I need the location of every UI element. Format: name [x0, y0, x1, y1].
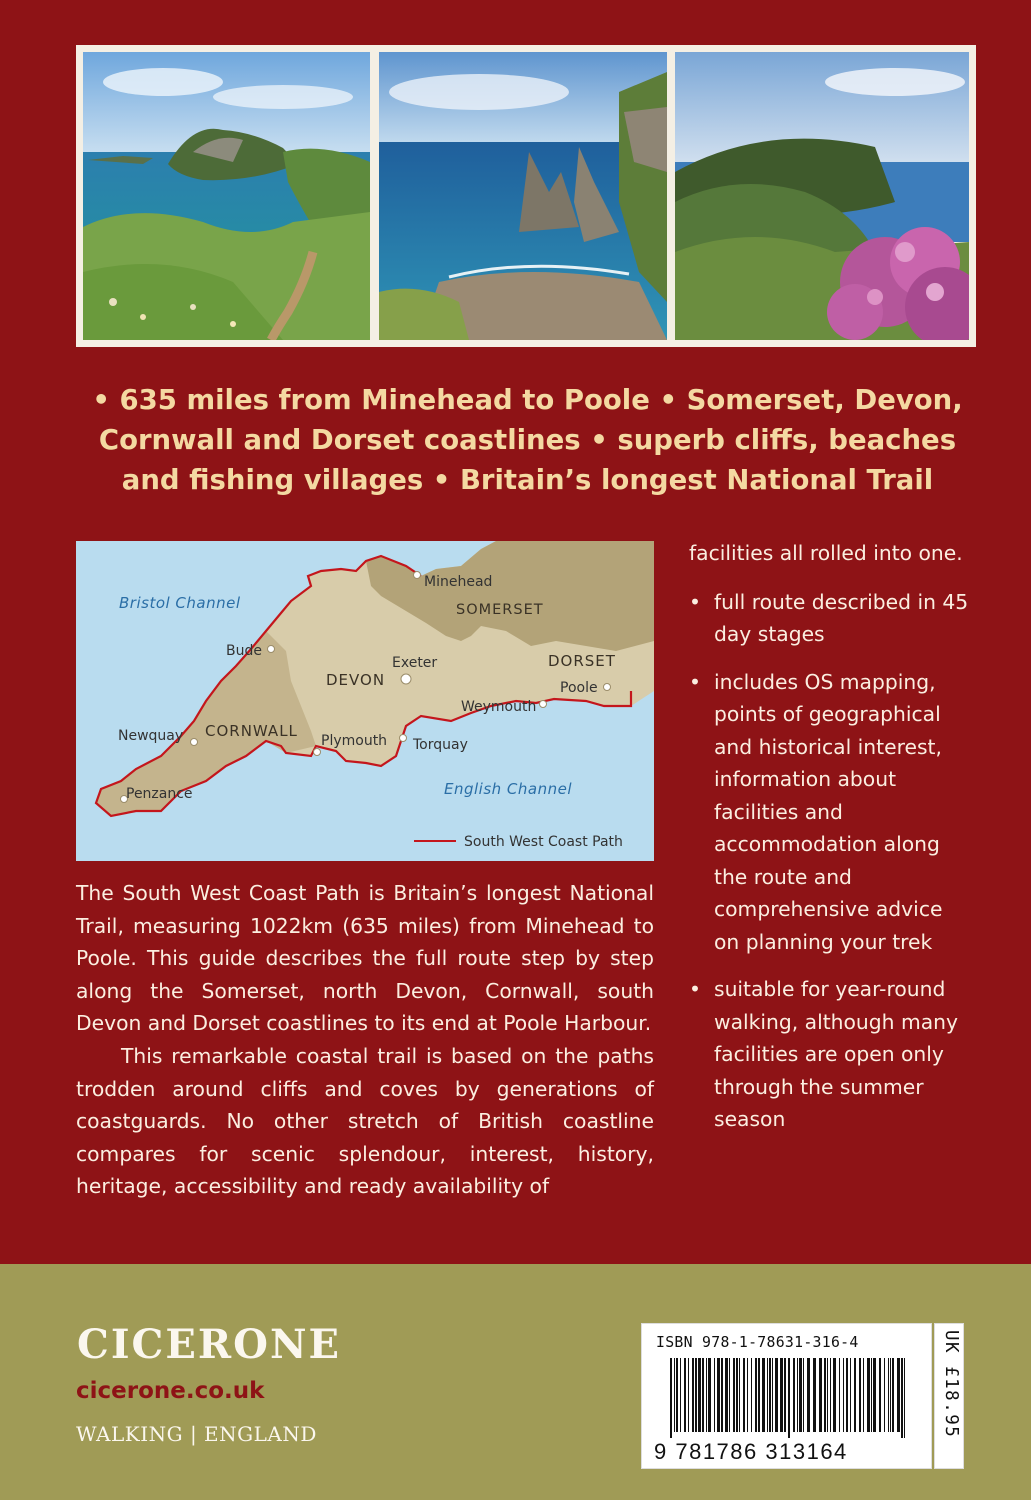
isbn-text: ISBN 978-1-78631-316-4	[656, 1334, 859, 1351]
dot-weymouth	[540, 701, 547, 708]
dot-exeter	[401, 674, 411, 684]
website-link[interactable]: cicerone.co.uk	[76, 1378, 265, 1404]
barcode-bar	[684, 1358, 686, 1432]
feature-item: • includes OS mapping, points of geographical and historical interest, information about facilities and accommodation along the route and comprehensive advice on planning your trek	[689, 666, 971, 959]
route-map	[76, 541, 654, 861]
barcode-bar	[830, 1358, 831, 1432]
barcode-bar	[692, 1358, 694, 1432]
barcode-bar	[767, 1358, 768, 1432]
barcode-bar	[739, 1358, 740, 1432]
dot-newquay	[191, 739, 198, 746]
map-label-exeter: Exeter	[392, 655, 438, 671]
barcode-bar	[793, 1358, 795, 1432]
cicerone-logo	[77, 1320, 342, 1366]
barcode-bar	[827, 1358, 828, 1432]
category-label: WALKING | ENGLAND	[76, 1422, 317, 1446]
barcode-bar	[799, 1358, 802, 1432]
price-label	[934, 1323, 964, 1469]
barcode-bar	[797, 1358, 798, 1432]
barcode-bar	[676, 1358, 678, 1432]
barcode-bar	[843, 1358, 844, 1432]
barcode-bar	[904, 1358, 905, 1438]
description-paragraph-2: This remarkable coastal trail is based on the paths trodden around cliffs and coves by generations of coastguards. No other stretch of British coastline compares for scenic splendour, interest, history, heritage, accessibility and ready availability of	[76, 1043, 654, 1199]
map-label-cornwall: CORNWALL	[205, 722, 298, 740]
barcode-bar	[854, 1358, 856, 1432]
map-label-poole: Poole	[560, 680, 598, 696]
barcode-bar	[850, 1358, 851, 1432]
barcode-bar	[901, 1358, 903, 1438]
map-label-newquay: Newquay	[118, 728, 184, 744]
barcode-bar	[743, 1358, 745, 1432]
barcode-bar	[833, 1358, 836, 1432]
barcode-bar	[867, 1358, 870, 1432]
description-paragraph-1: The South West Coast Path is Britain’s longest National Trail, measuring 1022km (635 miles) from Minehead to Poole. This guide describes the full route step by step along the Somerset, north Devon, Cornwall, south Devon and Dorset coastlines to its end at Poole Harbour.	[76, 881, 654, 1036]
features-column	[689, 537, 971, 1151]
barcode-bar	[698, 1358, 701, 1432]
barcode-bar	[725, 1358, 728, 1432]
dot-plymouth	[314, 749, 321, 756]
map-label-minehead: Minehead	[424, 574, 493, 590]
map-label-somerset: SOMERSET	[456, 602, 544, 618]
barcode-bar	[871, 1358, 872, 1432]
map-label-bude: Bude	[226, 643, 262, 659]
barcode-bar	[863, 1358, 864, 1432]
map-label-torquay: Torquay	[413, 737, 468, 753]
barcode-bar	[769, 1358, 771, 1432]
barcode-bar	[762, 1358, 765, 1432]
barcode-bar	[824, 1358, 826, 1432]
barcode-bar	[729, 1358, 730, 1432]
map-legend-label: South West Coast Path	[464, 834, 623, 850]
barcode-bar	[755, 1358, 757, 1432]
logo-text: CICERONE	[77, 1321, 342, 1366]
barcode-bar	[721, 1358, 723, 1432]
barcode-bar	[803, 1358, 804, 1432]
dot-bude	[268, 646, 275, 653]
map-label-devon: DEVON	[326, 671, 386, 689]
barcode-bar	[736, 1358, 738, 1432]
map-label-english-channel: English Channel	[444, 780, 573, 798]
barcode-bar	[888, 1358, 889, 1432]
barcode-bar	[758, 1358, 760, 1432]
map-label-bristol-channel: Bristol Channel	[119, 594, 241, 612]
map-label-dorset: DORSET	[548, 652, 616, 670]
description-continuation: facilities all rolled into one.	[689, 541, 963, 565]
barcode-digits: 9 781786 313164	[654, 1439, 848, 1464]
barcode-bar	[859, 1358, 861, 1432]
dot-torquay	[400, 735, 407, 742]
barcode-label	[641, 1323, 932, 1469]
feature-item: • suitable for year-round walking, although many facilities are open only through the summer season	[689, 973, 971, 1136]
barcode-bar	[772, 1358, 773, 1432]
barcode-bar	[717, 1358, 720, 1432]
barcode-bar	[846, 1358, 848, 1432]
barcode-bar	[670, 1358, 672, 1438]
barcode-bar	[688, 1358, 689, 1432]
map-label-penzance: Penzance	[126, 786, 193, 802]
map-label-plymouth: Plymouth	[321, 733, 388, 749]
barcode-bar	[706, 1358, 707, 1432]
barcode-bar	[680, 1358, 681, 1432]
feature-list	[689, 586, 971, 1136]
barcode-bar	[702, 1358, 704, 1432]
barcode-bar	[747, 1358, 748, 1432]
barcode-bar	[674, 1358, 675, 1432]
cover-tagline: • 635 miles from Minehead to Poole • Somerset, Devon, Cornwall and Dorset coastlines • superb cliffs, beaches and fishing villages • Britain’s longest National Trail	[92, 384, 963, 496]
barcode-bar	[892, 1358, 894, 1432]
photo-coastal-path	[83, 52, 370, 340]
map-label-weymouth: Weymouth	[461, 699, 537, 715]
dot-minehead	[414, 572, 421, 579]
barcode-bar	[813, 1358, 816, 1432]
barcode-bar	[897, 1358, 900, 1432]
barcode-bar	[751, 1358, 752, 1432]
barcode-bar	[890, 1358, 891, 1432]
price-text: UK £18.95	[941, 1330, 961, 1439]
barcode-bar	[873, 1358, 876, 1432]
photo-rocky-beach	[379, 52, 667, 340]
footer-band	[0, 1264, 1031, 1500]
barcode-bar	[714, 1358, 715, 1432]
barcode-bar	[879, 1358, 881, 1432]
barcode-bar	[695, 1358, 697, 1432]
description	[76, 877, 654, 1203]
dot-poole	[604, 684, 611, 691]
barcode-bar	[733, 1358, 735, 1432]
barcode-bar	[819, 1358, 822, 1432]
feature-item: • full route described in 45 day stages	[689, 586, 971, 651]
barcode-bar	[884, 1358, 885, 1432]
barcode-bar	[775, 1358, 778, 1432]
barcode-bar	[780, 1358, 783, 1432]
barcode-bar	[784, 1358, 786, 1432]
barcode-bar	[708, 1358, 711, 1432]
photo-strip	[76, 45, 976, 347]
photo-rhododendron-hills	[675, 52, 969, 340]
barcode	[670, 1358, 910, 1438]
barcode-bar	[788, 1358, 790, 1438]
barcode-bar	[839, 1358, 840, 1432]
barcode-bar	[807, 1358, 810, 1432]
